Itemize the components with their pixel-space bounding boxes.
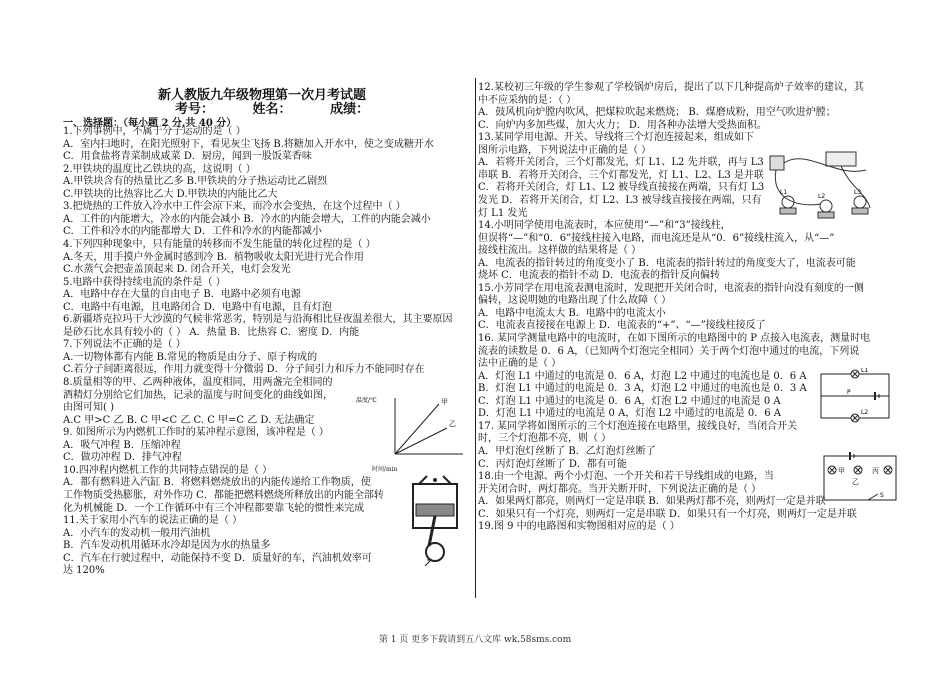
column-divider <box>475 78 476 598</box>
text-line: C.甲铁块的比热容比乙大 D.甲铁块的内能比乙大 <box>63 188 278 200</box>
text-line: A．室内扫地时，在阳光照射下，看见灰尘飞扬 B.将糖加入开水中，使之变成糖开水 <box>63 138 434 150</box>
text-line: A．鼓风机向炉膛内吹风，把煤粒吹起来燃烧； B．煤磨成粉，用空气吹进炉膛； <box>478 107 836 119</box>
text-line: C．如果只有一个灯亮，则两灯一定是串联 D．如果只有一个灯亮，则两灯一定是并联 <box>478 508 857 520</box>
page-title: 新人教版九年级物理第一次月考试题 <box>158 88 367 103</box>
text-line: C．用食盐将青菜制成咸菜 D．厨房，闻到一股饭菜香味 <box>63 151 312 163</box>
q16-l1-label: L1 <box>861 368 869 374</box>
text-line: A．电路中存在大量的自由电子 B．电路中必须有电源 <box>63 289 301 301</box>
text-line: 串联 B．若将开关闭合，三个灯都发光，灯 L1、L2、L3 是并联 <box>478 169 764 181</box>
text-line: 达 120% <box>63 565 105 577</box>
q17-jia-label: 甲 <box>838 467 845 475</box>
q17-circuit-diagram <box>818 448 902 510</box>
curve-yi <box>395 428 447 454</box>
text-line: A．灯泡 L1 中通过的电流是 0．6 A，灯泡 L2 中通过的电流也是 0．6 A <box>478 370 807 382</box>
text-line: A．甲灯泡灯丝断了 B．乙灯泡灯丝断了 <box>478 445 656 457</box>
text-line: 17. 某同学将如图所示的三个灯泡连接在电路里，接线良好，当闭合开关 <box>478 420 798 432</box>
text-line: 9. 如图所示为内燃机工作时的某冲程示意图，该冲程是（ ） <box>63 427 329 439</box>
text-line: 中不应采纳的是：（ ） <box>478 94 577 106</box>
text-line: A．如果两灯都亮，则两灯一定是串联 B．如果两灯都不亮，则两灯一定是并联 <box>478 496 826 508</box>
score-label: 成绩： <box>330 102 370 117</box>
text-line: 18.由一个电源、两个小灯泡、一个开关和若干导线组成的电路，当 <box>478 471 774 483</box>
text-line: C.水蒸气会把壶盖顶起来 D. 闭合开关，电灯会发光 <box>63 264 291 276</box>
q16-circuit-diagram <box>815 368 895 426</box>
text-line: 接线柱流出。这样做的结果将是（ ） <box>478 245 642 257</box>
text-line: B．灯泡 L1 中通过的电流是 0．3 A，灯泡 L2 中通过的电流也是 0．3 A <box>478 383 807 395</box>
section-heading: 一、选择题：（每小题 2 分,共 40 分） <box>63 118 237 129</box>
text-line: 10.四冲程内燃机工作的共同特点错误的是（ ） <box>63 464 273 476</box>
text-line: 2.甲铁块的温度比乙铁块的高，这说明（ ） <box>63 163 256 175</box>
text-line: A．电流表的指针转过的角度变小了 B．电流表的指针转过的角度变大了，电流表可能 <box>478 257 856 269</box>
text-line: 16. 某同学测量电路中的电流时，在如下图所示的电路图中的 P 点接入电流表，测量时电 <box>478 333 871 344</box>
q13-l2-label: L2 <box>818 193 826 200</box>
graph-curve-yi-label: 乙 <box>449 420 456 428</box>
text-line: 6.新疆塔克拉玛干大沙漠的气候非常恶劣，特别是与沿海相比昼夜温差很大，其主要原因 <box>63 314 453 326</box>
curve-jia <box>395 404 439 454</box>
text-line: 烧坏 C．电流表的指针不动 D．电流表的指针反向偏转 <box>478 270 721 282</box>
text-line: 时，三个灯泡都不亮，则（ ） <box>478 433 612 445</box>
text-line: 开关闭合时，两灯都亮。当开关断开时，下列说法正确的是（ ） <box>478 483 762 495</box>
text-line: 8.质量相等的甲、乙两种液体，温度相同，用两盏完全相同的 <box>63 377 333 388</box>
page-footer: 第 1 页 更多下载请到五八文库 wk.58sms.com <box>378 635 572 645</box>
text-line: C．工件和冷水的内能都增大 D．工件和冷水的内能都减小 <box>63 226 322 238</box>
graph-x-label: 时间/min <box>372 466 398 473</box>
text-line: 法中正确的是（ ） <box>478 358 562 370</box>
q13-l3-label: L3 <box>854 189 862 196</box>
student-name-label: 姓名： <box>252 102 292 117</box>
text-line: 酒精灯分别给它们加热，记录的温度与时间变化的曲线如图， <box>63 389 333 401</box>
text-line: C.若分子间距离很远，作用力就变得十分微弱 D．分子间引力和斥力不能同时存在 <box>63 364 425 376</box>
text-line: A.冬天，用手摸户外金属时感到冷 B．植物吸收太阳光进行光合作用 <box>63 251 364 263</box>
text-line: A．小汽车的发动机一般用汽油机 <box>63 527 211 539</box>
text-line: 由图可知( ) <box>63 402 114 414</box>
text-line: 7.下列说法不正确的是（ ） <box>63 339 186 351</box>
q13-circuit-photo <box>766 148 876 224</box>
text-line: 偏转，这说明她的电路出现了什么故障（ ） <box>478 295 672 307</box>
text-line: B．汽车发动机用循环水冷却是因为水的热量多 <box>63 540 271 552</box>
q17-switch-label: S <box>880 492 884 499</box>
text-line: C．做功冲程 D．排气冲程 <box>63 452 182 464</box>
graph-y-label: 温度/℃ <box>356 397 377 404</box>
text-line: 1.下列事例中，不属于分子运动的是（ ） <box>63 126 246 137</box>
text-line: 19.图 9 中的电路图和实物图相对应的是（ ） <box>478 521 680 533</box>
q16-l2-label: L2 <box>861 409 869 416</box>
text-line: 发光 D．若将开关闭合，灯 L2、L3 被导线直接接在两端，只有 <box>478 194 762 206</box>
text-line: A.C 甲>C 乙 B. C 甲<C 乙 C. C 甲=C 乙 D. 无法确定 <box>63 414 315 426</box>
exam-number-label: 考号： <box>175 102 215 117</box>
text-line: D．灯泡 L1 中通过的电流是 0 A，灯泡 L2 中通过的电流是 0．6 A <box>478 408 781 420</box>
text-line: C．向炉内多加些煤，加大火力； D．用各种办法增大受热面积。 <box>478 119 767 131</box>
graph-curve-jia-label: 甲 <box>441 398 448 406</box>
text-line: C．丙灯泡灯丝断了 D．都有可能 <box>478 458 627 470</box>
q17-bing-label: 丙 <box>872 467 879 475</box>
q16-p-label: P <box>847 389 851 396</box>
text-line: 灯 L1 发光 <box>478 207 528 219</box>
text-line: C．若将开关闭合，灯 L1、L2 被导线直接接在两端，只有灯 L3 <box>478 182 765 194</box>
text-line: 15.小芳同学在用电流表测电流时，发现把开关闭合时，电流表的指针向没有刻度的一侧 <box>478 282 864 294</box>
text-line: A．若将开关闭合，三个灯都发光，灯 L1、L2 先并联，再与 L3 <box>478 157 764 169</box>
q13-l1-label: L1 <box>780 189 788 196</box>
text-line: A.甲铁块含有的热量比乙多 B.甲铁块的分子热运动比乙剧烈 <box>63 176 328 188</box>
text-line: 化为机械能 D．一个工作循环中有三个冲程都要靠飞轮的惯性来完成 <box>63 502 365 514</box>
text-line: 但误将“—”和“0．6”接线柱接入电路，而电流还是从“0．6”接线柱流入，从“—” <box>478 232 835 244</box>
text-line: 3.把烧热的工件放入冷水中工件会凉下来，而冷水会变热，在这个过程中（ ） <box>63 201 406 213</box>
text-line: 工作物质受热膨胀，对外作功 C．都能把燃料燃烧所释放出的内能全部转 <box>63 489 384 501</box>
text-line: A．吸气冲程 B．压缩冲程 <box>63 439 181 451</box>
text-line: 11.关于家用小汽车的说法正确的是（ ） <box>63 515 243 527</box>
text-line: A．电路中电流太大 B．电路中的电流太小 <box>478 307 666 319</box>
text-line: C．灯泡 L1 中通过的电流是 0．6 A，灯泡 L2 中通过的电流是 0 A <box>478 395 781 407</box>
q17-yi-label: 乙 <box>852 478 859 486</box>
text-line: C．汽车在行驶过程中，动能保持不变 D．质量好的车，汽油机效率可 <box>63 552 372 564</box>
text-line: 图所示电路，下列说法中正确的是（ ） <box>478 144 652 156</box>
text-line: 13.某同学用电源、开关、导线将三个灯泡连接起来，组成如下 <box>478 132 754 144</box>
text-line: 5.电路中获得持续电流的条件是（ ） <box>63 276 226 288</box>
text-line: C．电流表直接接在电源上 D．电流表的“+”、“—”接线柱接反了 <box>478 320 766 332</box>
text-line: 流表的读数是 0．6 A，（已知两个灯泡完全相同）关于两个灯泡中通过的电流，下列说 <box>478 345 860 357</box>
text-line: A.一切物体都有内能 B.常见的物质是由分子、原子构成的 <box>63 351 318 363</box>
text-line: 12.某校初三年级的学生参观了学校锅炉房后，提出了以下几种提高炉子效率的建议，其 <box>478 82 864 93</box>
engine-stroke-diagram <box>405 474 465 574</box>
text-line: A．都有燃料进入汽缸 B．将燃料燃烧放出的内能传递给工作物质，使 <box>63 477 371 489</box>
text-line: 是砂石比水具有较小的（ ） A．热量 B．比热容 C．密度 D．内能 <box>63 326 360 338</box>
text-line: 4.下列四种现象中，只有能量的转移而不发生能量的转化过程的是（ ） <box>63 238 376 250</box>
text-line: A．工件的内能增大，冷水的内能会减小 B．冷水的内能会增大，工件的内能会减小 <box>63 213 431 225</box>
text-line: C．电路中有电源，且电路闭合 D．电路中有电源，且有灯泡 <box>63 301 332 313</box>
temperature-time-graph <box>355 392 467 464</box>
text-line: 14.小明同学使用电流表时，本应使用“—”和“3”接线柱， <box>478 220 731 232</box>
